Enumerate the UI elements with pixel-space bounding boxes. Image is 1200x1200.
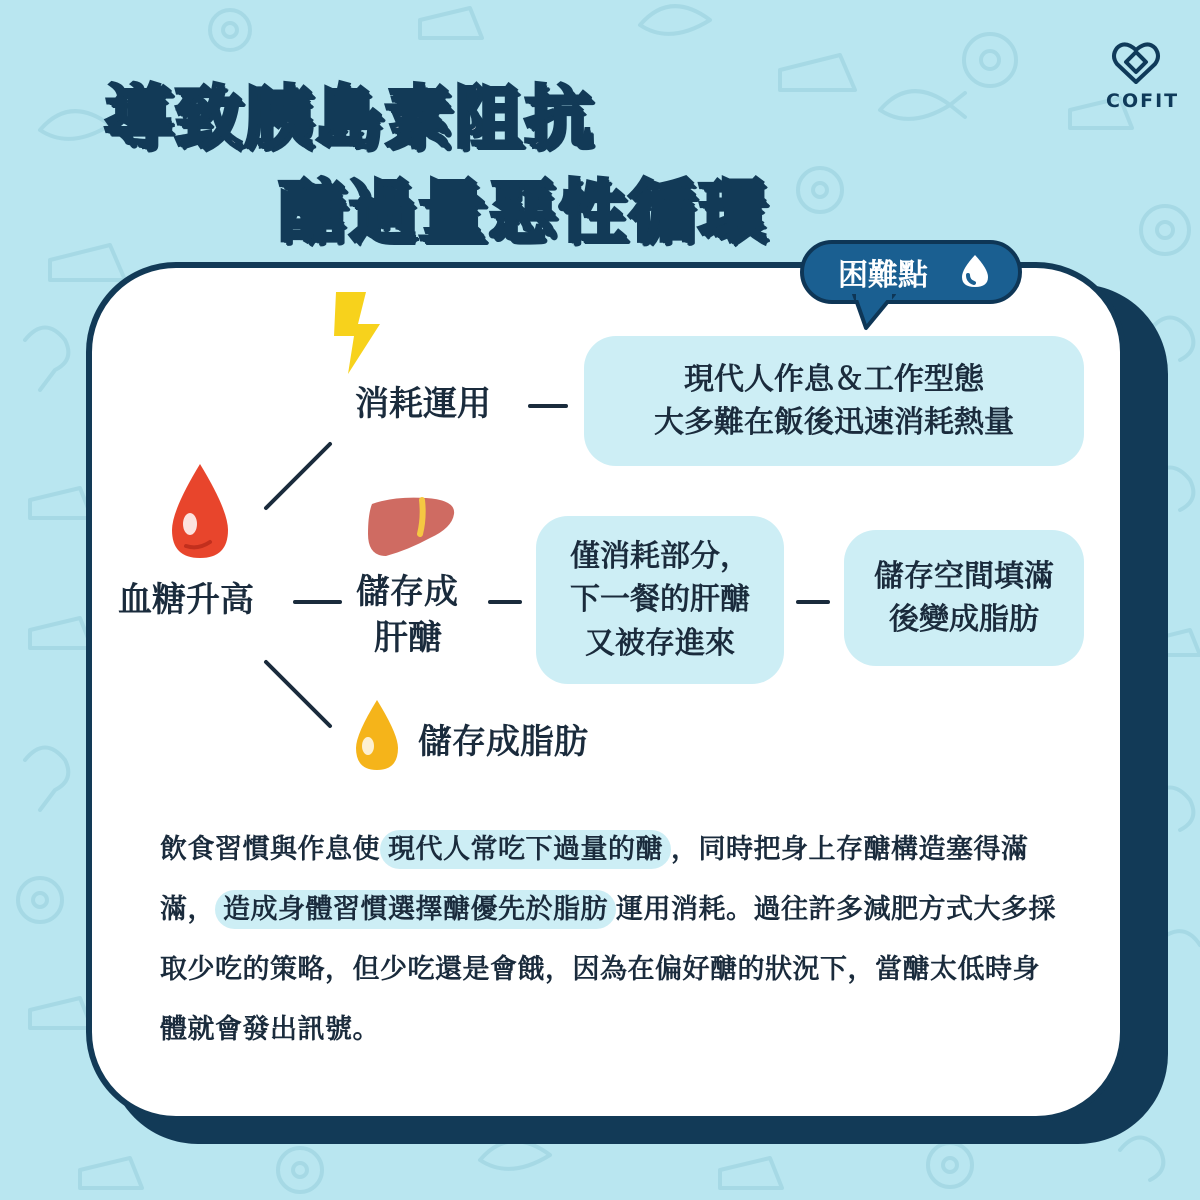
- box-partial-consumption: 僅消耗部分， 下一餐的肝醣 又被存進來: [536, 516, 784, 684]
- paragraph-highlight-2: 造成身體習慣選擇醣優先於脂肪: [215, 890, 616, 929]
- branch-glycogen-label-1: 儲存成: [356, 572, 458, 612]
- paragraph-highlight-1: 現代人常吃下過量的醣: [380, 830, 671, 869]
- logo-text: COFIT: [1106, 90, 1180, 112]
- branch-use-label: 消耗運用: [355, 384, 491, 424]
- title-line-1: 導致胰島素阻抗: [104, 79, 595, 158]
- blood-drop-icon: [168, 462, 232, 562]
- box-storage-full: 儲存空間填滿 後變成脂肪: [844, 530, 1084, 666]
- oil-drop-icon: [352, 698, 402, 774]
- explanation-paragraph: [160, 820, 1060, 1060]
- branch-fat-label: 儲存成脂肪: [418, 722, 588, 762]
- root-label: 血糖升高: [118, 580, 254, 620]
- branch-glycogen-label-2: 肝醣: [374, 618, 442, 658]
- difficulty-badge-label: 困難點: [838, 258, 928, 293]
- paragraph-text-2: ，同時把身上存醣構造塞得滿滿，: [160, 834, 1029, 925]
- lightning-icon: [332, 290, 384, 376]
- liver-icon: [364, 494, 460, 560]
- box-modern-lifestyle: 現代人作息＆工作型態 大多難在飯後迅速消耗熱量: [584, 336, 1084, 466]
- paragraph-text-3: 運用消耗。過往許多減肥方式大多採取少吃的策略，但少吃還是會餓，因為在偏好醣的狀況下，當醣太低時身體就會發出訊號。: [160, 894, 1056, 1045]
- paragraph-text-1: 飲食習慣與作息使: [160, 834, 380, 865]
- title-line-2: 醣過量惡性循環: [278, 173, 769, 252]
